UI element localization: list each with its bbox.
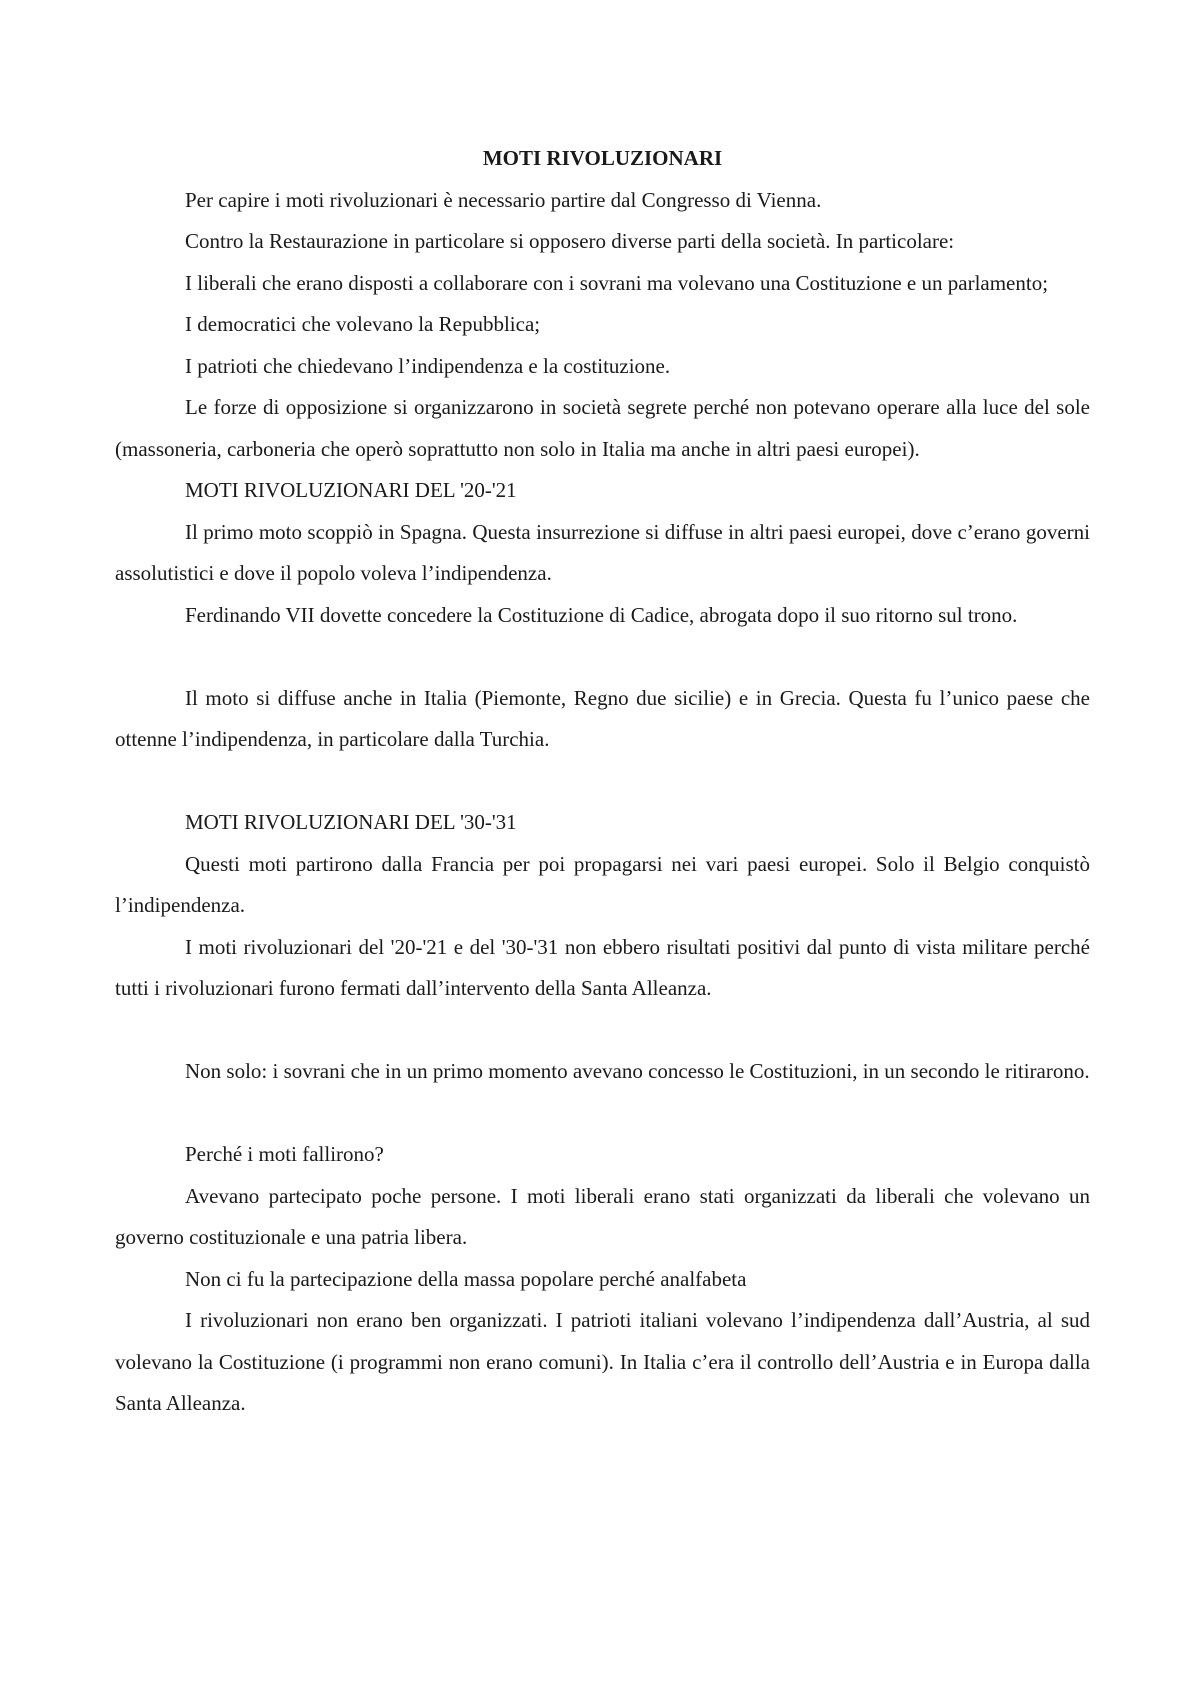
paragraph: Non solo: i sovrani che in un primo momento avevano concesso le Costituzioni, in un secondo le ritirarono.: [185, 1059, 1090, 1083]
paragraph: I democratici che volevano la Repubblica;: [185, 312, 541, 336]
blank-line: [115, 636, 1090, 678]
paragraph: I patrioti che chiedevano l’indipendenza e la costituzione.: [185, 353, 671, 378]
blank-line: [115, 1093, 1090, 1135]
paragraph: Avevano partecipato poche persone. I moti liberali erano stati organizzati da liberali che volevano un governo costituzionale e una patria libera.: [115, 1183, 1090, 1249]
blank-line: [115, 761, 1090, 803]
section-heading: MOTI RIVOLUZIONARI DEL '30-'31: [185, 810, 517, 834]
section-heading: MOTI RIVOLUZIONARI DEL '20-'21: [185, 478, 517, 502]
paragraph: Il moto si diffuse anche in Italia (Piemonte, Regno due sicilie) e in Grecia. Questa fu l’unico paese che ottenne l’indipendenza, in particolare dalla Turchia.: [115, 685, 1090, 751]
paragraph: Non ci fu la partecipazione della massa popolare perché analfabeta: [185, 1266, 747, 1291]
paragraph: Questi moti partirono dalla Francia per poi propagarsi nei vari paesi europei. Solo il Belgio conquistò l’indipendenza.: [115, 851, 1090, 917]
paragraph: Il primo moto scoppiò in Spagna. Questa insurrezione si diffuse in altri paesi europei, dove c’erano governi assolutistici e dove il popolo voleva l’indipendenza.: [115, 519, 1090, 585]
paragraph: I moti rivoluzionari del '20-'21 e del '30-'31 non ebbero risultati positivi dal punto di vista militare perché tutti i rivoluzionari furono fermati dall’intervento della Santa Alleanza.: [115, 934, 1090, 1000]
paragraph: I liberali che erano disposti a collaborare con i sovrani ma volevano una Costituzione e un parlamento;: [185, 270, 1049, 295]
question-heading: Perché i moti fallirono?: [185, 1142, 384, 1166]
blank-line: [115, 1010, 1090, 1052]
paragraph: Contro la Restaurazione in particolare si opposero diverse parti della società. In particolare:: [185, 229, 955, 253]
paragraph: I rivoluzionari non erano ben organizzati. I patrioti italiani volevano l’indipendenza dall’Austria, al sud volevano la Costituzione (i programmi non erano comuni). In Italia c’era il controllo dell’Austria e in Europa dalla Santa Alleanza.: [115, 1308, 1090, 1415]
paragraph: Per capire i moti rivoluzionari è necessario partire dal Congresso di Vienna.: [185, 187, 822, 212]
document-title: MOTI RIVOLUZIONARI: [482, 146, 723, 170]
document-body: [115, 138, 1090, 1425]
paragraph: Ferdinando VII dovette concedere la Costituzione di Cadice, abrogata dopo il suo ritorno sul trono.: [185, 602, 1018, 627]
paragraph: Le forze di opposizione si organizzarono in società segrete perché non potevano operare alla luce del sole (massoneria, carboneria che operò soprattutto non solo in Italia ma anche in altri paesi europei).: [115, 395, 1090, 461]
